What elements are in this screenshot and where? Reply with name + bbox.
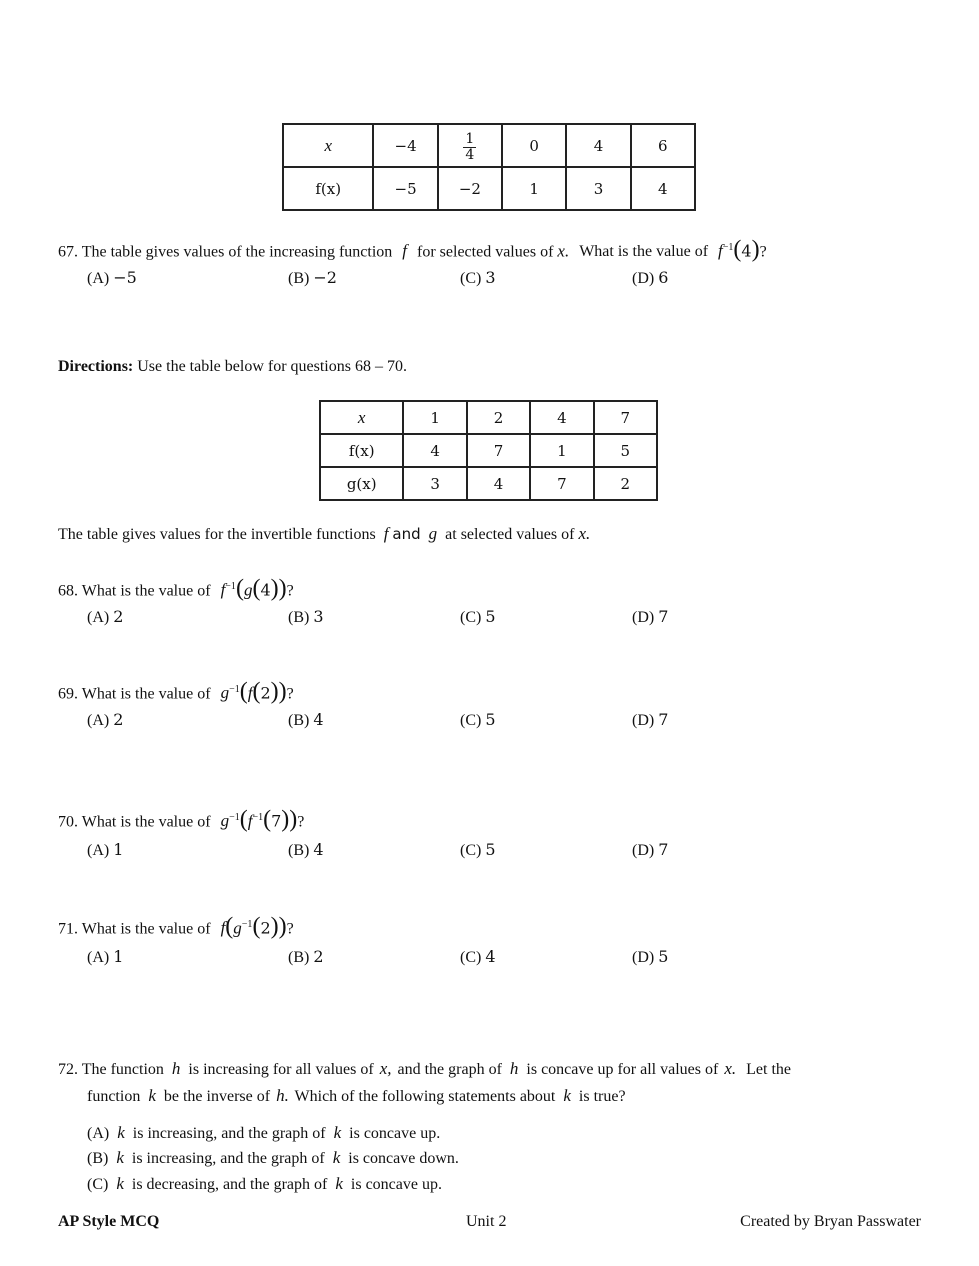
footer-right: Created by Bryan Passwater: [740, 1213, 921, 1230]
option-70-d[interactable]: (D) 7: [632, 840, 669, 859]
question-70: 70. What is the value of $g^{-1}(f^{-1}(7))$?: [58, 806, 305, 833]
option-69-a[interactable]: (A) 2: [87, 710, 124, 729]
table2-cell: 4: [530, 401, 593, 434]
option-72-b[interactable]: (B) k is increasing, and the graph of k is concave down.: [87, 1148, 459, 1167]
option-68-d[interactable]: (D) 7: [632, 607, 669, 626]
table2-header-fx: f(x): [320, 434, 403, 467]
table1-cell: 4: [631, 167, 695, 210]
option-67-d[interactable]: (D) 6: [632, 268, 669, 287]
table1-cell: 4: [566, 124, 630, 167]
table1-cell: −4: [373, 124, 437, 167]
table1-header-fx: f(x): [283, 167, 373, 210]
option-70-a[interactable]: (A) 1: [87, 840, 124, 859]
table2-cell: 3: [403, 467, 466, 500]
option-68-b[interactable]: (B) 3: [288, 607, 324, 626]
option-70-c[interactable]: (C) 5: [460, 840, 496, 859]
table2-header-x: x: [320, 401, 403, 434]
footer-left: AP Style MCQ: [58, 1213, 160, 1230]
table2-cell: 5: [594, 434, 657, 467]
question-67: 67. The table gives values of the increasing function f for selected values of x. What is the value of $f^{-1}(4)$?: [58, 236, 767, 263]
table1-cell: −5: [373, 167, 437, 210]
table2-cell: 2: [467, 401, 530, 434]
option-71-a[interactable]: (A) 1: [87, 947, 124, 966]
option-68-a[interactable]: (A) 2: [87, 607, 124, 626]
table2-cell: 4: [403, 434, 466, 467]
table2-header-gx: g(x): [320, 467, 403, 500]
question-71: 71. What is the value of $f(g^{-1}(2))$?: [58, 913, 294, 940]
option-71-d[interactable]: (D) 5: [632, 947, 669, 966]
option-72-c[interactable]: (C) k is decreasing, and the graph of k is concave up.: [87, 1174, 442, 1193]
option-71-c[interactable]: (C) 4: [460, 947, 496, 966]
option-67-c[interactable]: (C) 3: [460, 268, 496, 287]
table2-cell: 4: [467, 467, 530, 500]
question-68: 68. What is the value of $f^{-1}(g(4))$?: [58, 575, 294, 602]
table1-cell: 6: [631, 124, 695, 167]
table2-cell: 2: [594, 467, 657, 500]
option-70-b[interactable]: (B) 4: [288, 840, 324, 859]
values-table-1: [282, 123, 696, 211]
option-69-b[interactable]: (B) 4: [288, 710, 324, 729]
option-67-b[interactable]: (B) −2: [288, 268, 337, 287]
option-67-a[interactable]: (A) −5: [87, 268, 137, 287]
table2-cell: 1: [530, 434, 593, 467]
table1-cell-fraction: $\frac{1}{4}$: [438, 124, 502, 167]
table1-cell: 3: [566, 167, 630, 210]
option-69-c[interactable]: (C) 5: [460, 710, 496, 729]
question-72-line2: function k be the inverse of h. Which of the following statements about k is true?: [87, 1086, 626, 1105]
table1-cell: 1: [502, 167, 566, 210]
table2-cell: 7: [467, 434, 530, 467]
option-72-a[interactable]: (A) k is increasing, and the graph of k is concave up.: [87, 1123, 441, 1142]
option-71-b[interactable]: (B) 2: [288, 947, 324, 966]
option-69-d[interactable]: (D) 7: [632, 710, 669, 729]
table2-caption: The table gives values for the invertible functions f and g at selected values of x.: [58, 524, 591, 543]
values-table-2: [319, 400, 658, 501]
question-72-line1: 72. The function h is increasing for all values of x, and the graph of h is concave up for all values of x. Let the: [58, 1059, 791, 1078]
table2-cell: 7: [530, 467, 593, 500]
footer-center: Unit 2: [466, 1213, 507, 1230]
table2-cell: 1: [403, 401, 466, 434]
directions: Directions: Use the table below for questions 68 – 70.: [58, 358, 407, 375]
table1-header-x: x: [283, 124, 373, 167]
question-69: 69. What is the value of $g^{-1}(f(2))$?: [58, 678, 294, 705]
table1-cell: −2: [438, 167, 502, 210]
option-68-c[interactable]: (C) 5: [460, 607, 496, 626]
table1-cell: 0: [502, 124, 566, 167]
table2-cell: 7: [594, 401, 657, 434]
